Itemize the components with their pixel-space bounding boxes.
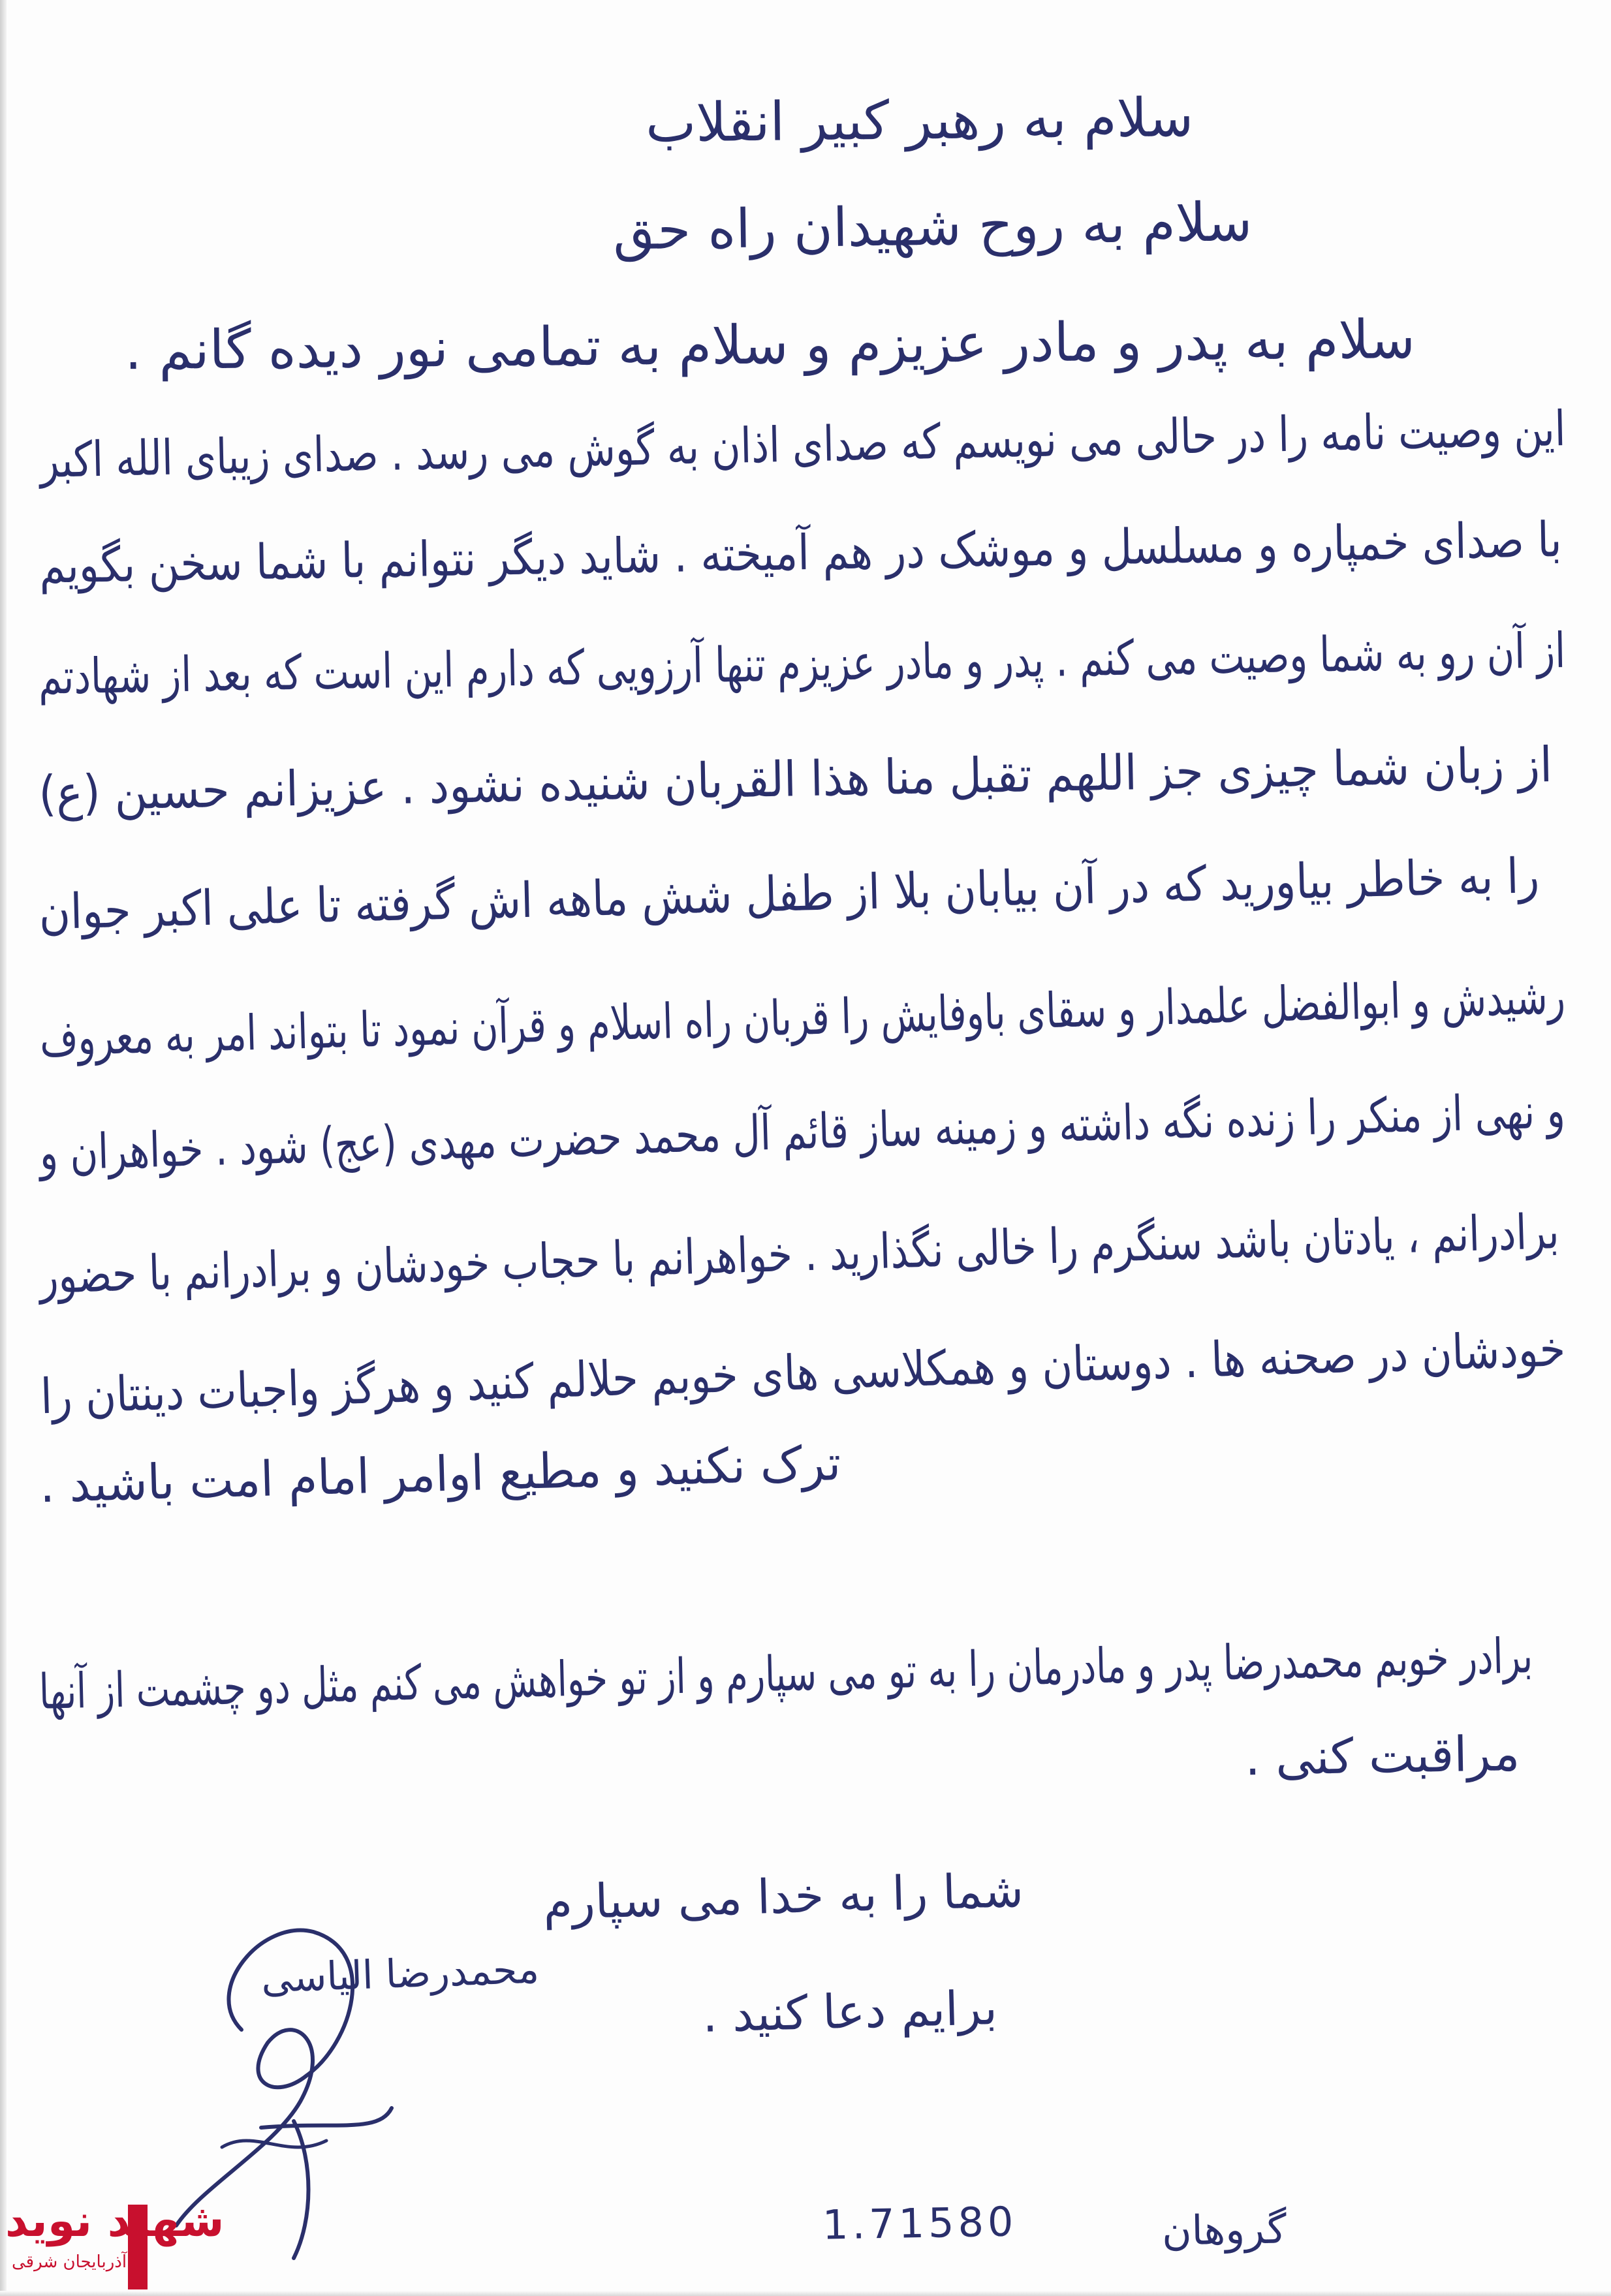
closing-line-2: برایم دعا کنید . <box>702 1980 999 2043</box>
brother-line-2: مراقبت کنی . <box>1244 1726 1520 1787</box>
footer-label: گروهان <box>1161 2205 1287 2255</box>
brother-line-1: برادر خوبم محمدرضا پدر و مادرمان را به تو می سپارم و از تو خواهش می کنم مثل دو چشمت از آنها <box>38 1628 1534 1720</box>
greeting-line-1: سلام به رهبر کبیر انقلاب <box>645 87 1194 155</box>
body-line-2: با صدای خمپاره و مسلسل و موشک در هم آمیخته . شاید دیگر نتوانم با شما سخن بگویم <box>39 512 1563 595</box>
body-line-9: خودشان در صحنه ها . دوستان و همکلاسی های خوبم حلالم کنید و هرگز واجبات دینتان را <box>39 1321 1567 1425</box>
body-line-6: رشیدش و ابوالفضل علمدار و سقای باوفایش را قربان راه اسلام و قرآن نمود تا بتواند امر به معروف <box>39 969 1567 1068</box>
body-line-8: برادرانم ، یادتان باشد سنگرم را خالی نگذارید . خواهرانم با حجاب خودشان و برادرانم با حضور <box>38 1203 1560 1305</box>
scan-edge-left <box>0 0 7 2296</box>
greeting-line-3: سلام به پدر و مادر عزیزم و سلام به تمامی نور دیده گانم . <box>124 309 1416 382</box>
body-line-10: ترک نکنید و مطیع اوامر امام امت باشید . <box>39 1435 842 1514</box>
closing-line-1: شما را به خدا می سپارم <box>542 1863 1025 1931</box>
greeting-line-2: سلام به روح شهیدان راه حق <box>612 191 1253 262</box>
watermark-logo <box>0 2195 225 2296</box>
signer-name: محمدرضا الیاسی <box>260 1946 540 2002</box>
scan-edge-bottom <box>0 2291 1611 2296</box>
logo-sub-text: آذربایجان شرقی <box>12 2252 127 2272</box>
body-line-4: از زبان شما چیزی جز اللهم تقبل منا هذا القربان شنیده نشود . عزیزانم حسین (ع) <box>38 737 1553 822</box>
logo-main-text: شهید نوید <box>5 2195 225 2247</box>
body-line-5: را به خاطر بیاورید که در آن بیابان بلا از طفل شش ماهه اش گرفته تا علی اکبر جوان <box>38 848 1541 941</box>
footer-number: 1.71580 <box>822 2197 1018 2249</box>
body-line-3: از آن رو به شما وصیت می کنم . پدر و مادر عزیزم تنها آرزویی که دارم این است که بعد از شهادتم <box>38 623 1566 706</box>
body-line-1: این وصیت نامه را در حالی می نویسم که صدای اذان به گوش می رسد . صدای زیبای الله اکبر <box>39 401 1566 489</box>
body-line-7: و نهی از منکر را زنده نگه داشته و زمینه ساز قائم آل محمد حضرت مهدی (عج) شود . خواهران و <box>39 1083 1567 1182</box>
